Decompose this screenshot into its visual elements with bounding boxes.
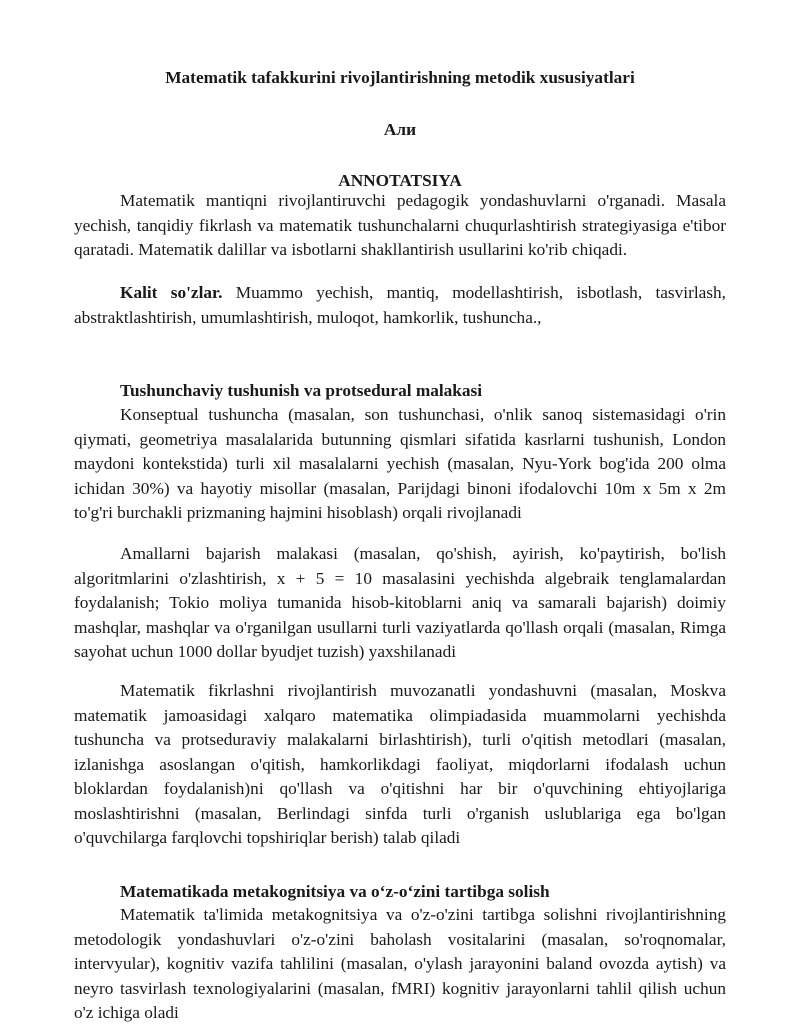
annotation-paragraph: Matematik mantiqni rivojlantiruvchi pedagogik yondashuvlarni o'rganadi. Masala yechish, tanqidiy fikrlash va matematik tushunchalarni chuqurlashtirish strategiyasiga e'tibor qaratadi. Matematik dalillar va isbotlarni shakllantirish usullarini ko'rib chiqadi.	[74, 191, 726, 259]
section2-paragraph-1: Matematik ta'limida metakognitsiya va o'z-o'zini tartibga solishni rivojlantirishning metodologik yondashuvlari o'z-o'zini baholash vositalarini (masalan, so'roqnomalar, intervyular), kognitiv vazifa tahlilini (masalan, o'ylash jarayonini baland ovozda aytish) va neyro tasvirlash texnologiyalarini (masalan, fMRI) kognitiv jarayonlarni tahlil qilish uchun o'z ichiga oladi	[74, 905, 726, 1022]
section1-paragraph-1: Konseptual tushuncha (masalan, son tushunchasi, o'nlik sanoq sistemasidagi o'rin qiymati, geometriya masalalarida butunning qismlari sifatida kasrlarni tushunish, London maydoni kontekstida) turli xil masalalarni yechish (masalan, Nyu-York bog'ida 200 olma ichidan 30%) va hayotiy misollar (masalan, Parijdagi binoni ifodalovchi 10m x 5m x 2m to'g'ri burchakli prizmaning hajmini hisoblash) orqali rivojlanadi	[74, 405, 726, 522]
author-name: Али	[383, 120, 417, 139]
document-title: Matematik tafakkurini rivojlantirishning metodik xususiyatlari	[165, 68, 635, 87]
section1-paragraph-2: Amallarni bajarish malakasi (masalan, qo'shish, ayirish, ko'paytirish, bo'lish algoritmlarini o'zlashtirish, x + 5 = 10 masalasini yechishda algebraik tenglamalardan foydalanish; Tokio moliya tumanida hisob-kitoblarni aniq va samarali bajarish) doimiy mashqlar, mashqlar va o'rganilgan usullarni turli vaziyatlarda qo'llash orqali (masalan, Rimga sayohat uchun 1000 dollar byudjet tuzish) yaxshilanadi	[74, 544, 726, 661]
section1-heading: Tushunchaviy tushunish va protsedural malakasi	[120, 381, 483, 400]
keywords-text: Muammo yechish, mantiq, modellashtirish, isbotlash, tasvirlash, abstraktlashtirish, umumlashtirish, muloqot, hamkorlik, tushuncha.,	[74, 283, 726, 327]
section2-heading: Matematikada metakognitsiya va o‘z-o‘zini tartibga solish	[120, 882, 550, 901]
keywords-paragraph	[74, 281, 726, 330]
keywords-label: Kalit so'zlar.	[120, 283, 223, 302]
section1-paragraph-3: Matematik fikrlashni rivojlantirish muvozanatli yondashuvni (masalan, Moskva matematik jamoasidagi xalqaro matematika olimpiadasida muammolarni yechishda tushuncha va protseduraviy malakalarni birlashtirish), turli o'qitish metodlari (masalan, izlanishga asoslangan o'qitish, hamkorlikdagi faoliyat, miqdorlarni ifodalash uchun bloklardan foydalanish)ni qo'llash va o'qitishni har bir o'quvchining ehtiyojlariga moslashtirishni (masalan, Berlindagi sinfda turli o'rganish uslublariga ega bo'lgan o'quvchilarga farqlovchi topshiriqlar berish) talab qiladi	[74, 681, 726, 847]
annotation-heading: ANNOTATSIYA	[338, 171, 462, 190]
